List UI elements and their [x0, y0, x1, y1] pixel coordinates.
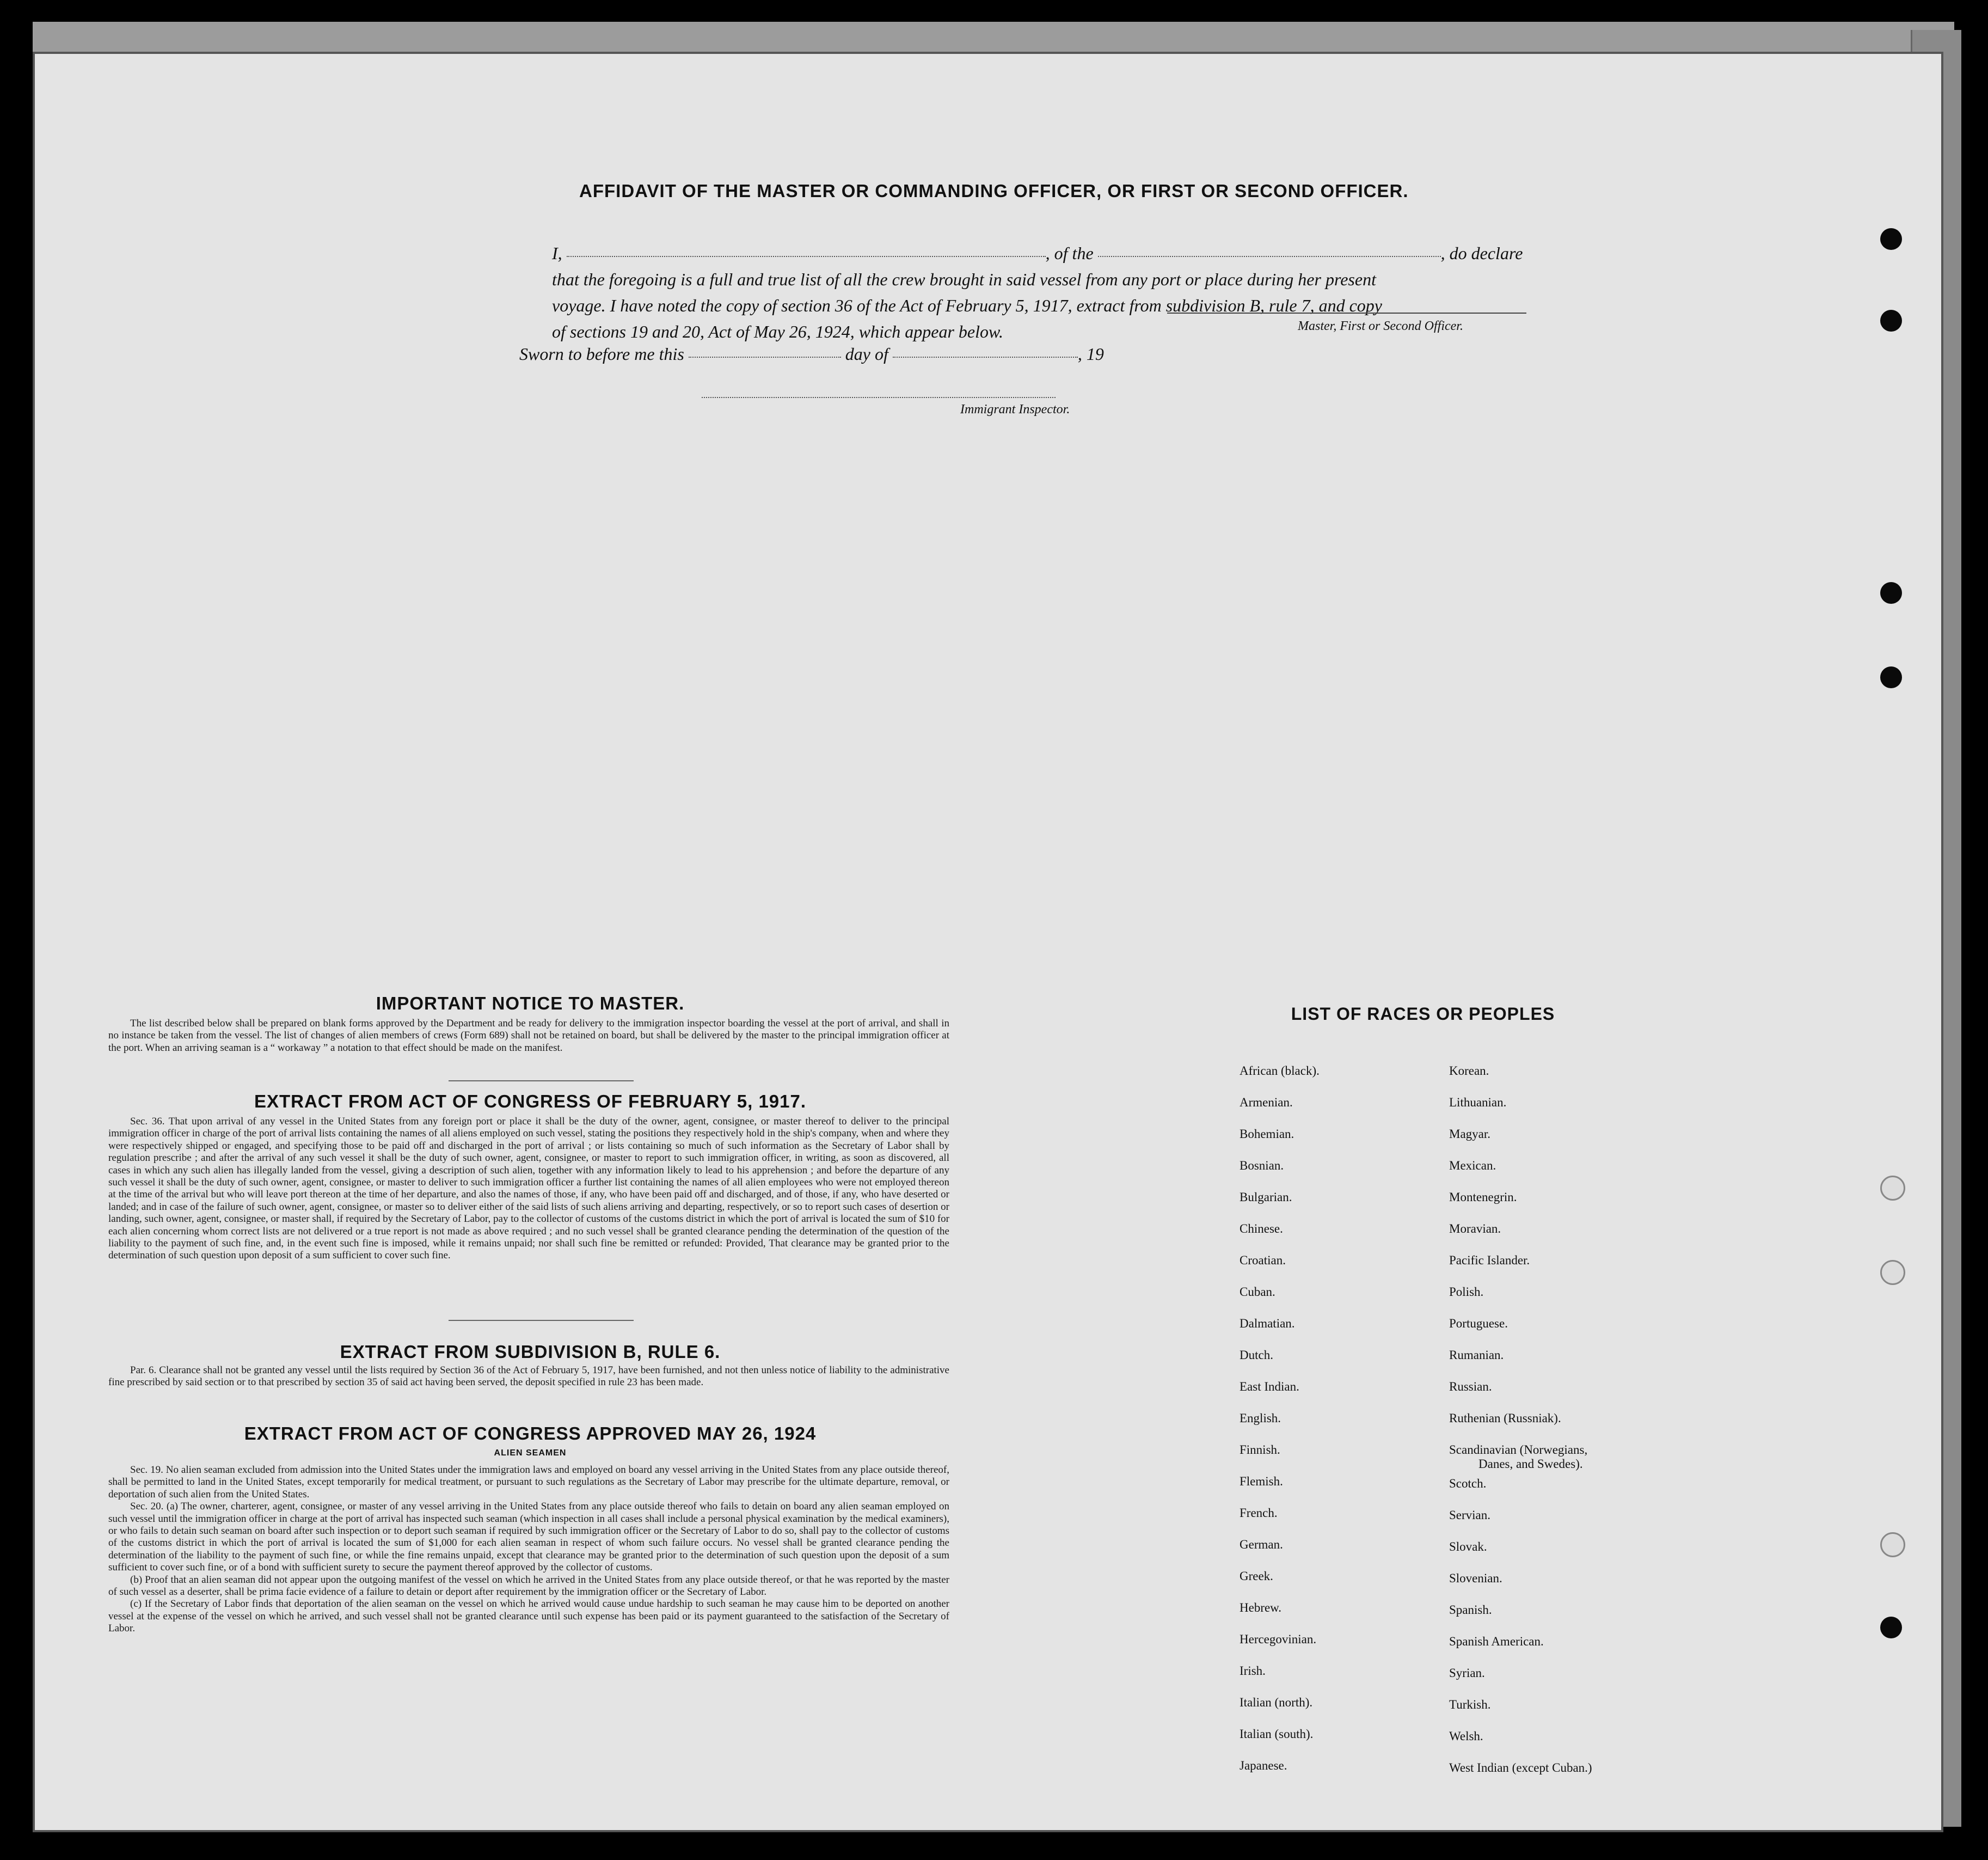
notice-text [108, 1018, 949, 1054]
notice-paragraph: The list described below shall be prepared on blank forms approved by the Department and be ready for delivery to the immigration inspector boarding the vessel at the port of arrival, and shall in no instance be taken from the vessel. The list of changes of alien members of crews (Form 689) shall not be retained on board, but shall be delivered by the master to the principal immigration officer at the port. When an arriving seaman is a “ workaway ” a notation to that effect should be made on the manifest. [108, 1018, 949, 1054]
race-item: Danes, and Swedes). [1478, 1457, 1583, 1471]
race-item: Spanish. [1449, 1603, 1492, 1617]
inspector-signature-line [702, 397, 1056, 398]
page-top-edge [33, 22, 1954, 53]
extract-rule6-title: EXTRACT FROM SUBDIVISION B, RULE 6. [340, 1342, 721, 1362]
sworn-line [519, 342, 1281, 366]
affidavit-line-4: of sections 19 and 20, Act of May 26, 1924, which appear below. [552, 322, 1003, 341]
race-item: Moravian. [1449, 1222, 1501, 1235]
extract-rule6-text [108, 1365, 949, 1389]
binder-hole [1880, 582, 1902, 604]
race-item: Italian (south). [1240, 1727, 1314, 1741]
affidavit-line-3: voyage. I have noted the copy of section 36 of the Act of February 5, 1917, extract from subdivision B, rule 7, and copy [552, 296, 1382, 315]
race-item: Cuban. [1240, 1285, 1275, 1299]
binder-hole [1880, 310, 1902, 332]
binder-hole [1880, 1176, 1905, 1201]
affidavit-title: AFFIDAVIT OF THE MASTER OR COMMANDING OFFICER, OR FIRST OR SECOND OFFICER. [579, 181, 1409, 201]
race-item: Flemish. [1240, 1474, 1283, 1488]
race-item: Mexican. [1449, 1159, 1496, 1172]
race-item: Lithuanian. [1449, 1096, 1507, 1109]
race-item: Bohemian. [1240, 1127, 1294, 1141]
section-20b-paragraph: (b) Proof that an alien seaman did not appear upon the outgoing manifest of the vessel on which he arrived in the United States from any place outside thereof, or that he was reported by the master of such vessel as a deserter, shall be prima facie evidence of a failure to detain or deport after requirement by the immigration officer or the Secretary of Labor. [108, 1574, 949, 1598]
affidavit-i: I, [552, 243, 562, 263]
race-item: Irish. [1240, 1664, 1266, 1678]
race-item: Dutch. [1240, 1348, 1273, 1362]
inspector-caption: Immigrant Inspector. [960, 402, 1070, 417]
race-item: Portuguese. [1449, 1317, 1508, 1330]
race-item: English. [1240, 1411, 1281, 1425]
race-item: Russian. [1449, 1380, 1492, 1393]
race-item: Chinese. [1240, 1222, 1283, 1235]
race-item: Bosnian. [1240, 1159, 1284, 1172]
alien-seamen-subtitle: ALIEN SEAMEN [494, 1448, 567, 1458]
race-item: African (black). [1240, 1064, 1320, 1078]
affidavit-line-2: that the foregoing is a full and true list of all the crew brought in said vessel from any port or place during her present [552, 270, 1376, 289]
race-item: Welsh. [1449, 1729, 1483, 1743]
section-20a-paragraph: Sec. 20. (a) The owner, charterer, agent, consignee, or master of any vessel arriving in the United States from any place outside thereof who fails to detain on board any alien seaman employed on such vessel until the immigration officer in charge at the port of arrival has inspected such seaman (which inspection in all cases shall include a personal physical examination by the medical examiners), or who fails to detain such seaman on board after such inspection or to deport such seaman if required by such immigration officer or the Secretary of Labor to do so, shall pay to the collector of customs of the customs district in which the port of arrival is located the sum of $1,000 for each alien seaman in respect of whom such failure occurs. No vessel shall be granted clearance pending the determination of the liability to the payment of such fine, or while the fine remains unpaid, except that clearance may be granted prior to the determination of such question upon the deposit of a sum sufficient to cover such fine, or of a bond with sufficient surety to secure the payment thereof approved by the collector of customs. [108, 1501, 949, 1574]
race-item: Hebrew. [1240, 1601, 1282, 1614]
race-item: Servian. [1449, 1508, 1491, 1522]
race-item: Korean. [1449, 1064, 1489, 1078]
affidavit-line-1 [552, 242, 1575, 265]
race-item: Slovak. [1449, 1540, 1487, 1553]
race-item: German. [1240, 1538, 1283, 1551]
race-item: Finnish. [1240, 1443, 1280, 1457]
race-item: Italian (north). [1240, 1696, 1313, 1709]
race-item: Syrian. [1449, 1666, 1485, 1680]
master-signature-line [1167, 313, 1526, 314]
race-item: Armenian. [1240, 1096, 1293, 1109]
section-divider [449, 1320, 634, 1321]
day-blank [689, 357, 841, 358]
binder-hole [1880, 1532, 1905, 1557]
notice-title: IMPORTANT NOTICE TO MASTER. [376, 993, 685, 1013]
race-item: Japanese. [1240, 1759, 1287, 1772]
race-item: Hercegovinian. [1240, 1632, 1317, 1646]
race-item: Scotch. [1449, 1477, 1487, 1490]
race-item: Bulgarian. [1240, 1190, 1292, 1204]
vessel-blank [1098, 256, 1441, 257]
section-divider [449, 1080, 634, 1081]
extract-1924-title: EXTRACT FROM ACT OF CONGRESS APPROVED MAY 26, 1924 [244, 1423, 817, 1443]
section-20c-paragraph: (c) If the Secretary of Labor finds that deportation of the alien seaman on the vessel on which he arrived would cause undue hardship to such seaman he may cause him to be deported on another vessel at the expense of the vessel on which he arrived, and such vessel shall not be granted clearance until such expense has been paid or its payment guaranteed to the satisfaction of the Secretary of Labor. [108, 1598, 949, 1635]
section-36-paragraph: Sec. 36. That upon arrival of any vessel in the United States from any foreign port or place it shall be the duty of the owner, agent, consignee, or master thereof to deliver to the principal immigration officer in charge of the port of arrival lists containing the names of all aliens employed on such vessel, stating the positions they respectively hold in the ship's company, when and where they were respectively shipped or engaged, and specifying those to be paid off and discharged in the port of arrival ; or lists containing so much of such information as the Secretary of Labor shall by regulation prescribe ; and after the arrival of any such vessel it shall be the duty of such owner, agent, consignee, or master to report to such immigration officer, in writing, as soon as discovered, all cases in which any such alien has illegally landed from the vessel, giving a description of such alien, together with any information likely to lead to his apprehension ; and before the departure of any such vessel it shall be the duty of such owner, agent, consignee, or master to deliver to such immigration officer a further list containing the names of all alien employees who were not employed thereon at the time of the arrival but who will leave port thereon at the time of her departure, and also the names of those, if any, who have been paid off and discharged, and of those, if any, who have deserted or landed; and in case of the failure of such owner, agent, consignee, or master so to deliver either of the said lists of such aliens arriving and departing, respectively, or so to report such cases of desertion or landing, such owner, agent, consignee, or master shall, if required by the Secretary of Labor, pay to the collector of customs of the customs district in which the port of arrival is located the sum of $10 for each alien concerning whom correct lists are not delivered or a true report is not made as above required ; and no such vessel shall be granted clearance pending the determination of the question of the liability to the payment of such fine, and, in the event such fine is imposed, while it remains unpaid; nor shall such fine be remitted or refunded: Provided, That clearance may be granted prior to the determination of such question upon deposit of a sum sufficient to cover such fine. [108, 1116, 949, 1262]
year-text: , 19 [1077, 344, 1104, 364]
extract-1924-text [108, 1464, 949, 1635]
race-item: Ruthenian (Russniak). [1449, 1411, 1561, 1425]
document-page [33, 52, 1943, 1832]
extract-1917-title: EXTRACT FROM ACT OF CONGRESS OF FEBRUARY 5, 1917. [254, 1091, 807, 1111]
affidavit-of-the: , of the [1045, 243, 1094, 263]
race-item: French. [1240, 1506, 1278, 1520]
binder-hole [1880, 666, 1902, 688]
master-caption: Master, First or Second Officer. [1298, 319, 1463, 333]
race-item: West Indian (except Cuban.) [1449, 1761, 1592, 1775]
race-item: Dalmatian. [1240, 1317, 1295, 1330]
race-item: Turkish. [1449, 1698, 1491, 1711]
par-6-paragraph: Par. 6. Clearance shall not be granted any vessel until the lists required by Section 36 of the Act of February 5, 1917, have been furnished, and not then unless notice of liability to the administrative fine prescribed by said section or to that prescribed by section 35 of said act having been served, the deposit specified in rule 23 has been made. [108, 1365, 949, 1388]
race-item: Polish. [1449, 1285, 1484, 1299]
race-item: Spanish American. [1449, 1635, 1544, 1648]
race-item: Pacific Islander. [1449, 1253, 1530, 1267]
binder-hole [1880, 1260, 1905, 1285]
race-item: Croatian. [1240, 1253, 1286, 1267]
race-item: Rumanian. [1449, 1348, 1504, 1362]
month-blank [893, 357, 1078, 358]
races-title: LIST OF RACES OR PEOPLES [1291, 1004, 1555, 1024]
binder-hole [1880, 228, 1902, 250]
race-item: East Indian. [1240, 1380, 1299, 1393]
race-item: Slovenian. [1449, 1571, 1502, 1585]
affidavit-declare: , do declare [1440, 243, 1523, 263]
section-19-paragraph: Sec. 19. No alien seaman excluded from admission into the United States under the immigration laws and employed on board any vessel arriving in the United States from any place outside thereof, shall be permitted to land in the United States, except temporarily for medical treatment, or pursuant to such regulations as the Secretary of Labor may prescribe for the ultimate departure, removal, or deportation of such alien from the United States. [108, 1464, 949, 1500]
day-of-text: day of [845, 344, 888, 364]
race-item: Montenegrin. [1449, 1190, 1517, 1204]
race-item: Scandinavian (Norwegians, [1449, 1443, 1588, 1457]
race-item: Greek. [1240, 1569, 1273, 1583]
extract-1917-text [108, 1116, 949, 1262]
name-blank [567, 256, 1046, 257]
race-item: Magyar. [1449, 1127, 1491, 1141]
sworn-text: Sworn to before me this [519, 344, 684, 364]
binder-hole [1880, 1617, 1902, 1638]
